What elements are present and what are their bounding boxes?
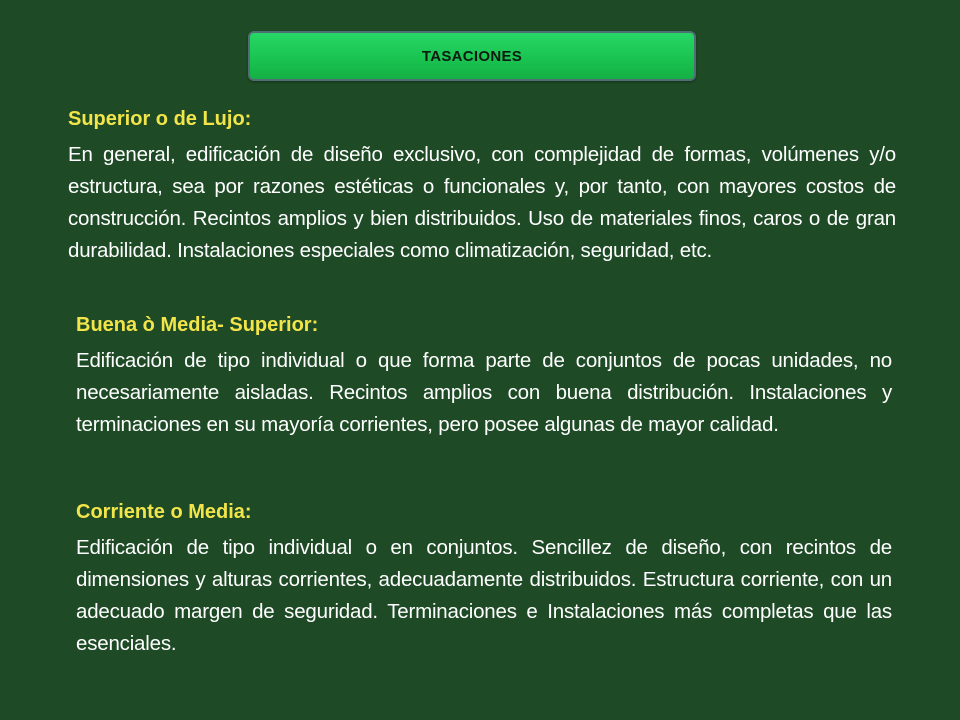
title-banner: [248, 31, 696, 81]
section-body: Edificación de tipo individual o en conjuntos. Sencillez de diseño, con recintos de dimensiones y alturas corrientes, adecuadamente distribuidos. Estructura corriente, con un adecuado margen de seguridad. Terminaciones e Instalaciones más completas que las esenciales.: [76, 536, 892, 655]
section-corriente-media: [76, 500, 892, 660]
slide-title: TASACIONES: [421, 47, 523, 65]
section-buena-media-superior: [76, 313, 892, 441]
section-heading: Buena ò Media- Superior:: [76, 314, 319, 336]
section-body: En general, edificación de diseño exclusivo, con complejidad de formas, volúmenes y/o estructura, sea por razones estéticas o funcionales y, por tanto, con mayores costos de construcción. Recintos amplios y bien distribuidos. Uso de materiales finos, caros o de gran durabilidad. Instalaciones especiales como climatización, seguridad, etc.: [68, 143, 896, 262]
section-superior-lujo: [68, 107, 896, 267]
section-heading: Superior o de Lujo:: [68, 108, 252, 130]
section-body: Edificación de tipo individual o que forma parte de conjuntos de pocas unidades, no necesariamente aisladas. Recintos amplios con buena distribución. Instalaciones y terminaciones en su mayoría corrientes, pero posee algunas de mayor calidad.: [76, 349, 892, 436]
section-heading: Corriente o Media:: [76, 501, 252, 523]
